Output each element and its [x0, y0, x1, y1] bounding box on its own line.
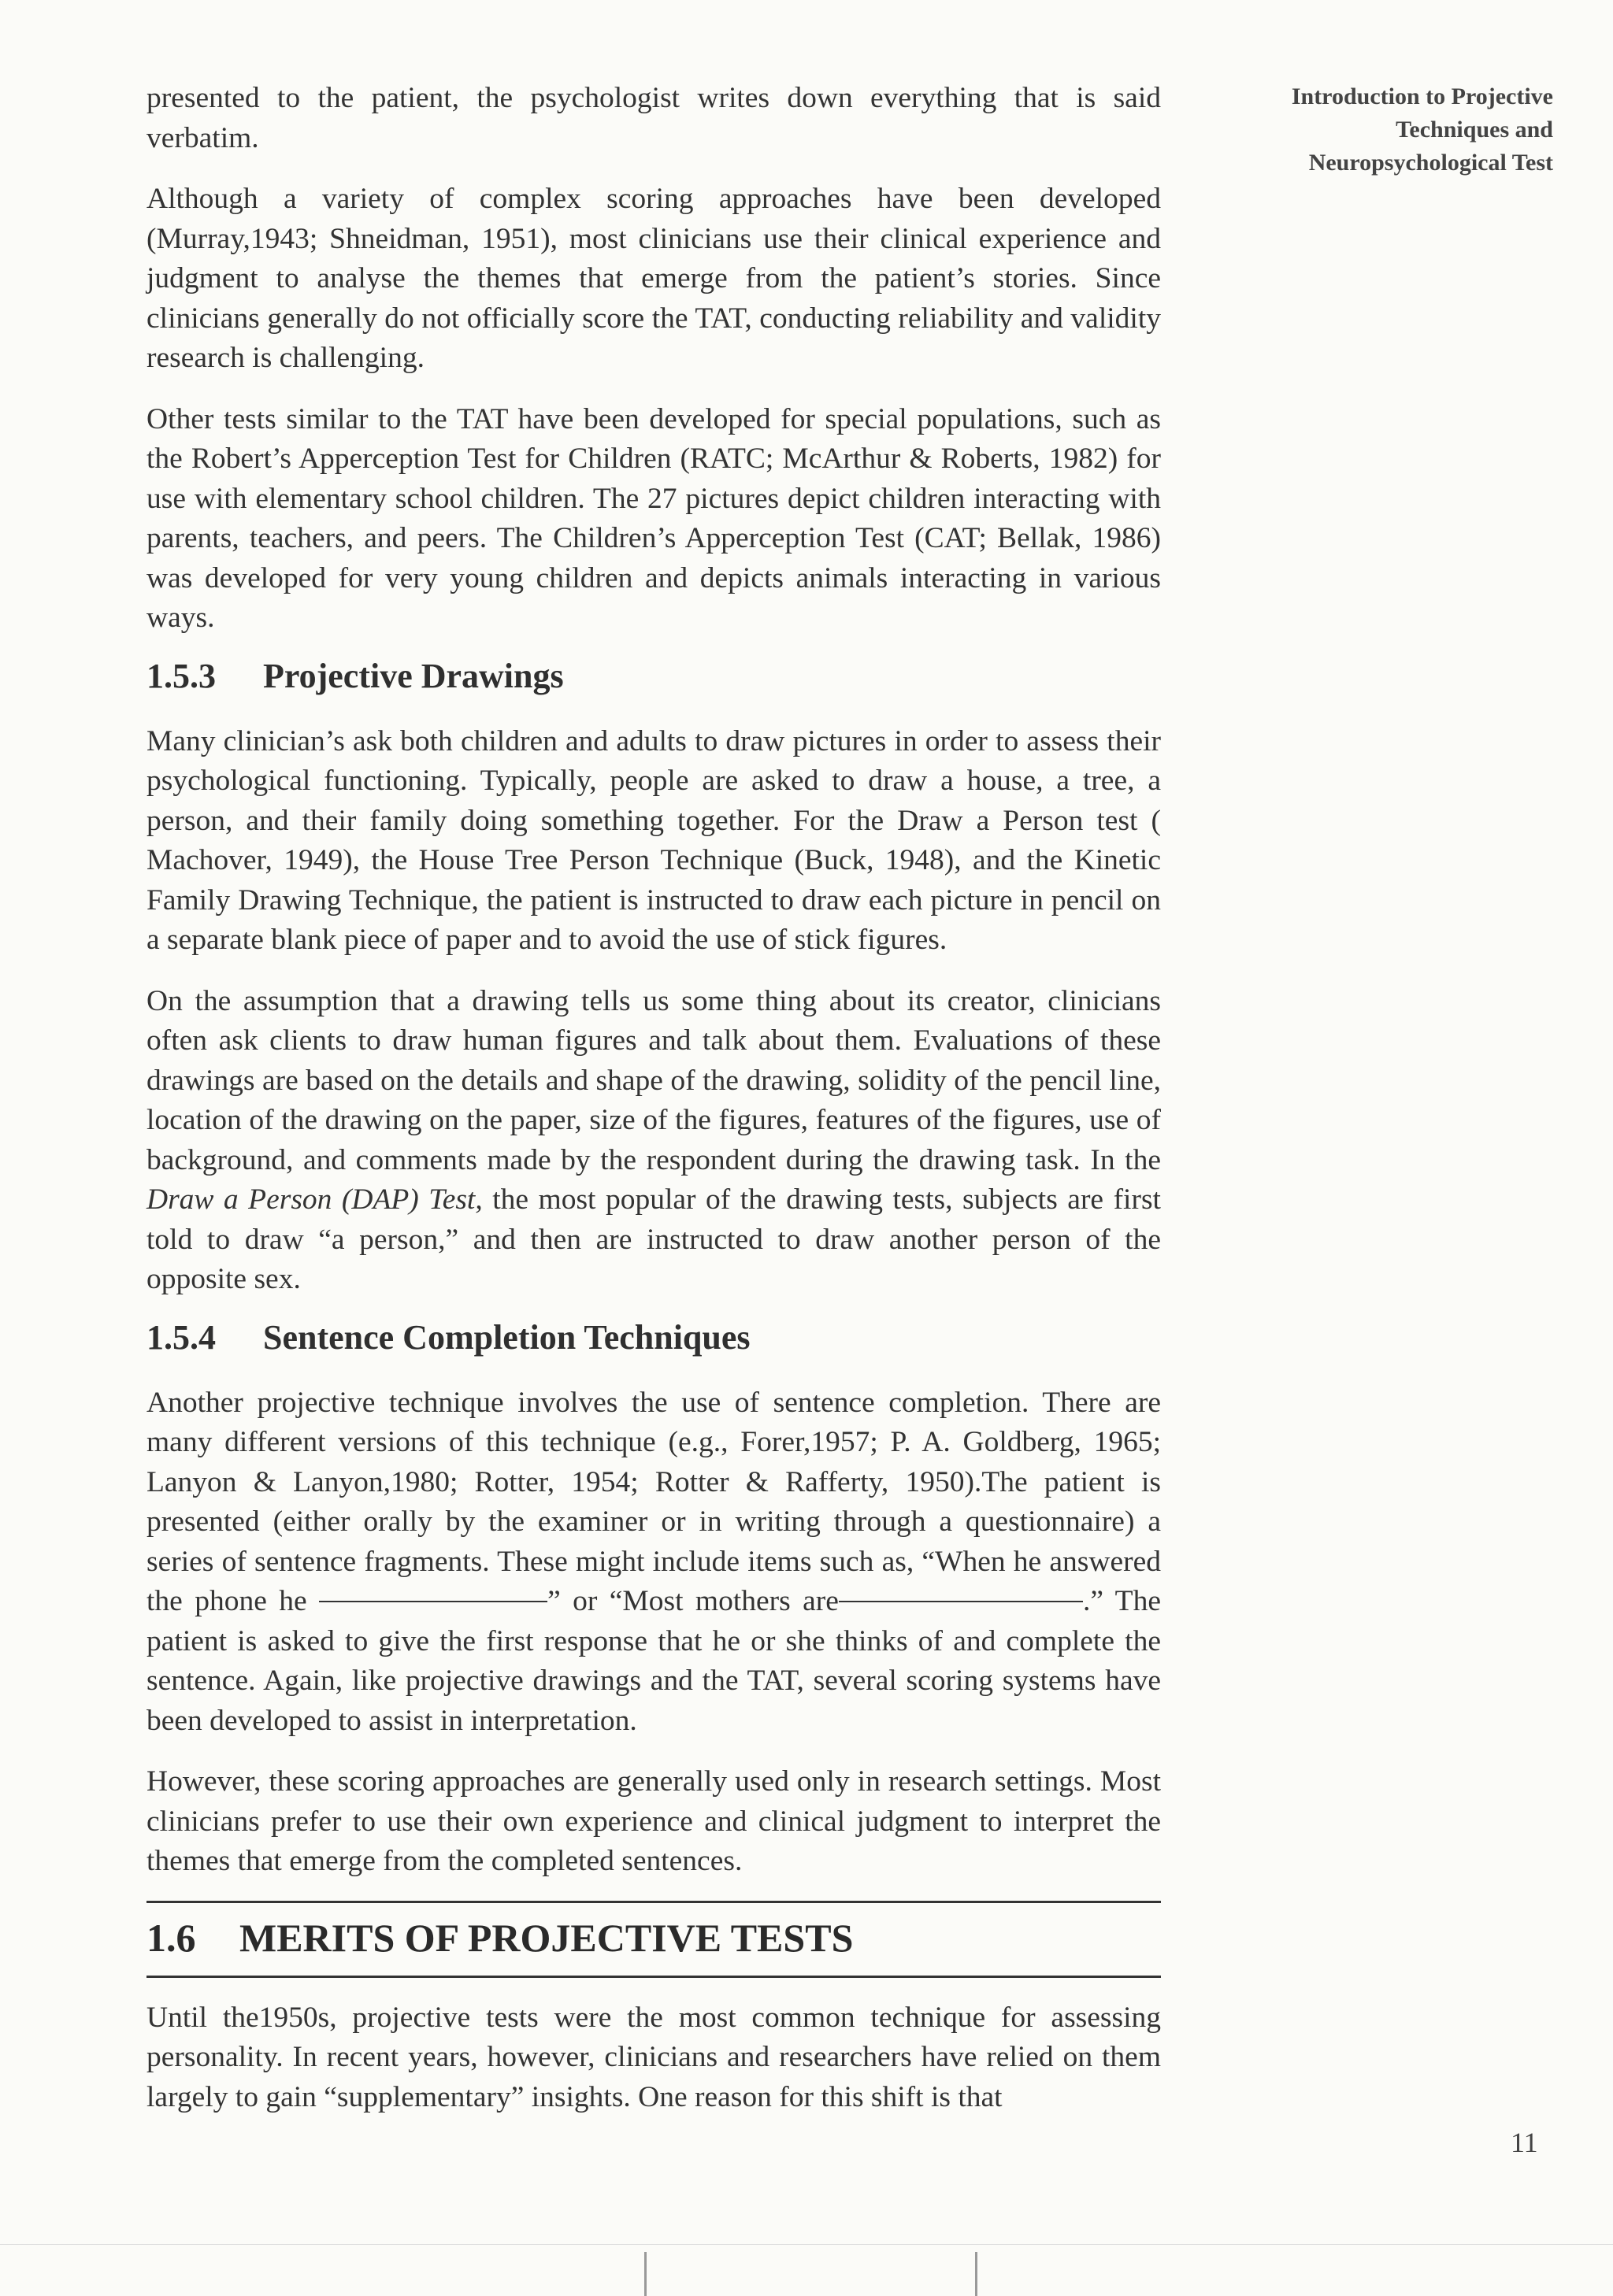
paragraph-merits: Until the1950s, projective tests were the most common technique for assessing personality. In recent years, however, clinicians and researchers have relied on them largely to gain “supplementary” insights. One reason for this shift is that	[146, 2001, 1161, 2113]
paragraph-drawing-evaluation	[146, 982, 1161, 1300]
heading-number: 1.5.4	[146, 1317, 216, 1357]
section-heading-merits	[146, 1901, 1161, 1978]
paragraph-scoring-approaches: Although a variety of complex scoring approaches have been developed (Murray,1943; Shneidman, 1951), most clinicians use their clinical experience and judgment to analyse the themes that emerge from the patient’s stories. Since clinicians generally do not officially score the TAT, conducting reliability and validity research is challenging.	[146, 183, 1161, 374]
running-header-line1: Introduction to Projective	[1291, 83, 1553, 109]
paragraph-drawings-intro: Many clinician’s ask both children and adults to draw pictures in order to assess their psychological functioning. Typically, people are asked to draw a house, a tree, a person, and their family doing something together. For the Draw a Person test ( Machover, 1949), the House Tree Person Technique (Buck, 1948), and the Kinetic Family Drawing Technique, the patient is instructed to draw each picture in pencil on a separate blank piece of paper and to avoid the use of stick figures.	[146, 724, 1161, 956]
section-number: 1.6	[146, 1915, 196, 1960]
paragraph-text: the most popular of the drawing tests, subjects are first told to draw “a person,” and then are instructed to draw another person of the opposite sex.	[146, 1183, 1161, 1295]
paragraph-text: ” or “Most mothers are	[547, 1585, 839, 1617]
heading-sentence-completion	[146, 1316, 1161, 1360]
section-title: MERITS OF PROJECTIVE TESTS	[239, 1915, 854, 1960]
fill-in-blank-line	[319, 1601, 547, 1602]
heading-projective-drawings	[146, 654, 1161, 698]
paragraph-text: Another projective technique involves the use of sentence completion. There are many different versions of this technique (e.g., Forer,1957; P. A. Goldberg, 1965; Lanyon & Lanyon,1980; Rotter, 1954; Rotter & Rafferty, 1950).The patient is presented (either orally by the examiner or in writing through a questionnaire) a series of sentence fragments. These might include items such as, “When he answered the phone he	[146, 1386, 1161, 1617]
running-header	[1222, 80, 1553, 180]
scan-edge-mark	[975, 2252, 977, 2296]
fill-in-blank-line	[839, 1601, 1083, 1602]
running-header-line2: Techniques and	[1396, 117, 1553, 143]
scan-edge-mark	[644, 2252, 647, 2296]
heading-title: Sentence Completion Techniques	[263, 1317, 751, 1357]
paragraph-sentence-completion	[146, 1383, 1161, 1742]
paragraph-text: On the assumption that a drawing tells us some thing about its creator, clinicians often ask clients to draw human figures and talk about them. Evaluations of these drawings are based on the details and shape of the drawing, solidity of the pencil line, location of the drawing on the paper, size of the figures, features of the figures, use of background, and comments made by the respondent during the drawing task. In the	[146, 984, 1161, 1176]
page-number: 11	[1511, 2127, 1538, 2158]
heading-title: Projective Drawings	[263, 656, 564, 695]
paragraph-text: .” The patient is asked to give the first response that he or she thinks of and complete the sentence. Again, like projective drawings and the TAT, several scoring systems have been developed to assist in interpretation.	[146, 1585, 1161, 1737]
heading-number: 1.5.3	[146, 656, 216, 695]
running-header-line3: Neuropsychological Test	[1308, 150, 1553, 176]
dap-test-name: Draw a Person (DAP) Test,	[146, 1183, 483, 1216]
paragraph-similar-tests: Other tests similar to the TAT have been developed for special populations, such as the Robert’s Apperception Test for Children (RATC; McArthur & Roberts, 1982) for use with elementary school children. The 27 pictures depict children interacting with parents, teachers, and peers. The Children’s Apperception Test (CAT; Bellak, 1986) was developed for very young children and depicts animals interacting in various ways.	[146, 402, 1161, 634]
scan-edge-mark	[0, 2244, 1613, 2245]
paragraph-research-settings: However, these scoring approaches are generally used only in research settings. Most clinicians prefer to use their own experience and clinical judgment to interpret the themes that emerge from the completed sentences.	[146, 1765, 1161, 1877]
paragraph-verbatim: presented to the patient, the psychologist writes down everything that is said verbatim.	[146, 82, 1161, 154]
main-text-column	[146, 79, 1161, 2139]
